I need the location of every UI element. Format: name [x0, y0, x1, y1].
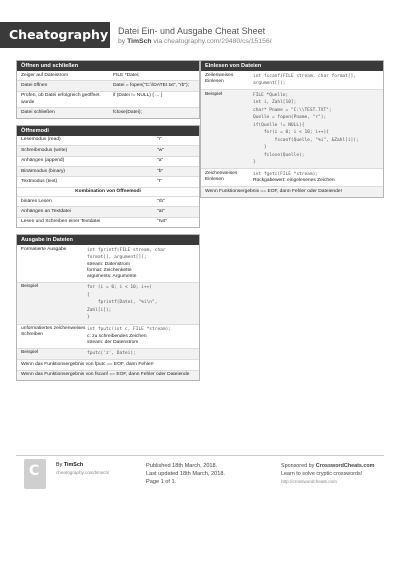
sponsored-by: Sponsored by: [281, 463, 315, 469]
footer-author-name[interactable]: TimSch: [63, 462, 84, 468]
table-row: [17, 360, 199, 370]
updated-date: Last updated 18th March, 2018.: [146, 471, 225, 477]
row-key: Beispiel: [21, 350, 39, 356]
table-row: [201, 90, 383, 169]
avatar: [24, 459, 46, 489]
sponsor-text: Learn to solve cryptic crosswords!: [281, 471, 363, 477]
code-line: int i, Zahl[10];: [253, 100, 297, 106]
row-value: [253, 73, 379, 88]
row-key: Anhängen an Textdatei: [21, 208, 71, 214]
row-key: Textmodus (text): [21, 178, 58, 184]
row-value: [253, 171, 379, 185]
code-line: {: [87, 292, 90, 298]
footer-by: By: [56, 462, 63, 468]
code-line: fclose(Quelle);: [253, 152, 305, 158]
row-key: Formatierte Ausgabe: [21, 246, 67, 252]
footer-author: [56, 462, 83, 468]
code-line: argument[]);: [253, 81, 286, 87]
code-line: fputc('z', Datei);: [87, 351, 136, 357]
avatar-letter: C: [29, 463, 40, 479]
row-value: [87, 350, 195, 358]
section-oeffnemodi: [16, 125, 200, 228]
table-row: [17, 136, 199, 146]
subheading: Kombination von Öffnemodi: [17, 188, 199, 197]
code-line: int fputc(int c, FILE *stream);: [87, 327, 171, 333]
note-full: Wenn das Funktionsergebnis von fscanf == EOF, dann Fehler oder Dateiende: [21, 372, 190, 378]
code-line: if(Quelle != NULL){: [253, 122, 305, 128]
page-footer: [16, 455, 384, 511]
section-ausgabe: [16, 234, 200, 381]
code-line: Quelle = fopen(Pname, "r");: [253, 115, 327, 121]
sponsor-name[interactable]: CrosswordCheats.com: [315, 463, 375, 469]
table-row: [17, 71, 199, 81]
table-row: [17, 157, 199, 167]
code-line: int fgetc(FILE *stream);: [253, 171, 319, 177]
row-key: Datei öffnen: [21, 82, 48, 88]
table-row: [17, 283, 199, 325]
row-key: Lesemodus (read): [21, 137, 61, 143]
section-einlesen: [200, 60, 384, 198]
footer-publication: [146, 462, 225, 486]
section-title: Öffnen und schließen: [17, 61, 199, 71]
note-line: c: zu schreibendes Zeichen: [87, 333, 147, 339]
code-line: for (i = 0; i < 10; i++): [87, 285, 153, 291]
cheatography-logo[interactable]: Cheatography: [0, 22, 110, 48]
sponsor-link[interactable]: http://crosswordcheats.com: [281, 479, 337, 484]
page-title: Datei Ein- und Ausgabe Cheat Sheet: [118, 26, 266, 36]
row-key: Beispiel: [21, 284, 39, 290]
table-row: [17, 167, 199, 177]
row-value: "rwt": [157, 219, 167, 225]
row-key: Zeichenweises Einlesen: [205, 170, 238, 183]
code-line: FILE *Quelle;: [253, 92, 289, 98]
table-row: [17, 197, 199, 207]
row-value: [87, 247, 195, 281]
code-line: fscanf(Quelle, "%i", &Zahl[i]);: [253, 137, 359, 143]
footer-author-link[interactable]: cheatography.com/timsch/: [56, 470, 110, 475]
code-line: }: [253, 160, 256, 166]
table-row: [17, 349, 199, 361]
code-line: int fprintf(FILE stream, char: [87, 247, 166, 253]
row-key: Zeilenweises Einlesen: [205, 72, 234, 84]
row-key: unformatiertes zeichenweises Schreiben: [21, 326, 86, 338]
row-key: Binärmodus (binary): [21, 168, 66, 174]
row-value: FILE *Datei;: [113, 72, 140, 78]
table-row: [17, 325, 199, 349]
row-value: "b": [157, 168, 164, 174]
footer-sponsor: [281, 462, 374, 486]
table-row: [201, 169, 383, 187]
row-key: Prüfen, ob Datei erfolgreich geöffnet wurde: [21, 93, 100, 105]
note-line: arguments: Argumente: [87, 274, 137, 280]
table-row: [17, 371, 199, 380]
table-row: [201, 187, 383, 196]
table-row: [17, 207, 199, 217]
note-full: Wenn das Funktionsergebnis von fputc == EOF, dann Fehler!: [21, 361, 154, 367]
page-number: Page 1 of 1.: [146, 479, 177, 485]
row-key: Beispiel: [205, 91, 223, 97]
note-line: Rückgabewert: eingelesenes Zeichen: [253, 178, 335, 184]
code-line: fprintf(Datei, "%i\n",: [87, 300, 158, 306]
code-line: for(i = 0; i < 10; i++){: [253, 130, 329, 136]
row-value: [87, 326, 195, 346]
section-title: Einlesen von Dateien: [201, 61, 383, 71]
code-line: }: [253, 145, 267, 151]
row-value: "w": [157, 147, 165, 153]
table-row: [17, 81, 199, 91]
table-row: [17, 92, 199, 109]
section-title: Öffnemodi: [17, 126, 199, 136]
row-value: [253, 92, 379, 167]
row-value: if (Datei != NULL) { ... }: [113, 93, 163, 99]
table-row: [17, 108, 199, 117]
row-value: "r": [157, 137, 163, 143]
note-line: stream: Datenstrom: [87, 261, 130, 267]
note-full: Wenn Funktionsergebnis == EOF, dann Fehler oder Dateiende!: [205, 188, 342, 194]
author-link[interactable]: TimSch: [127, 38, 152, 45]
row-value: [87, 284, 195, 322]
table-row: [17, 146, 199, 156]
byline-by: by: [118, 38, 126, 45]
table-row: [17, 177, 199, 187]
row-value: fclose(Datei);: [113, 109, 142, 115]
row-value: "at": [157, 208, 165, 214]
code-line: char* Pname = "C:\\TEST.TXT";: [253, 107, 332, 113]
code-line: Zahl[i]);: [87, 307, 112, 313]
byline: [118, 38, 272, 45]
row-key: Zeiger auf Dateistrom: [21, 72, 69, 78]
byline-via: via: [153, 38, 163, 45]
left-column: [16, 60, 200, 387]
row-key: Schreibmodus (write): [21, 147, 68, 153]
sheet-url[interactable]: cheatography.com/29480/cs/15156/: [164, 38, 272, 45]
section-title: Ausgabe in Dateien: [17, 235, 199, 245]
row-value: "a": [157, 158, 164, 164]
row-value: "t": [157, 178, 162, 184]
row-value: Datei = fopen("C:\\DATEI.txt", "rb");: [113, 82, 190, 88]
table-row: [201, 71, 383, 90]
right-column: [200, 60, 384, 204]
code-line: int fscanf(FILE stream, char format[],: [253, 73, 356, 79]
note-line: stream: der Datenstrom: [87, 339, 139, 345]
section-oeffnen-schliessen: [16, 60, 200, 119]
table-row: [17, 245, 199, 283]
table-row: [17, 218, 199, 227]
row-key: Datei schließen: [21, 109, 55, 115]
page-header: [0, 0, 400, 60]
published-date: Published 18th March, 2018.: [146, 463, 218, 469]
code-line: }: [87, 315, 90, 321]
row-key: binäres Lesen: [21, 198, 52, 204]
note-line: format: Zeichenkette: [87, 267, 132, 273]
code-line: format[], argument[]);: [87, 255, 147, 261]
row-key: Lesen und Schreiben einer Textdatei: [21, 219, 101, 225]
row-key: Anhängen (append): [21, 158, 65, 164]
row-value: "rb": [157, 198, 165, 204]
